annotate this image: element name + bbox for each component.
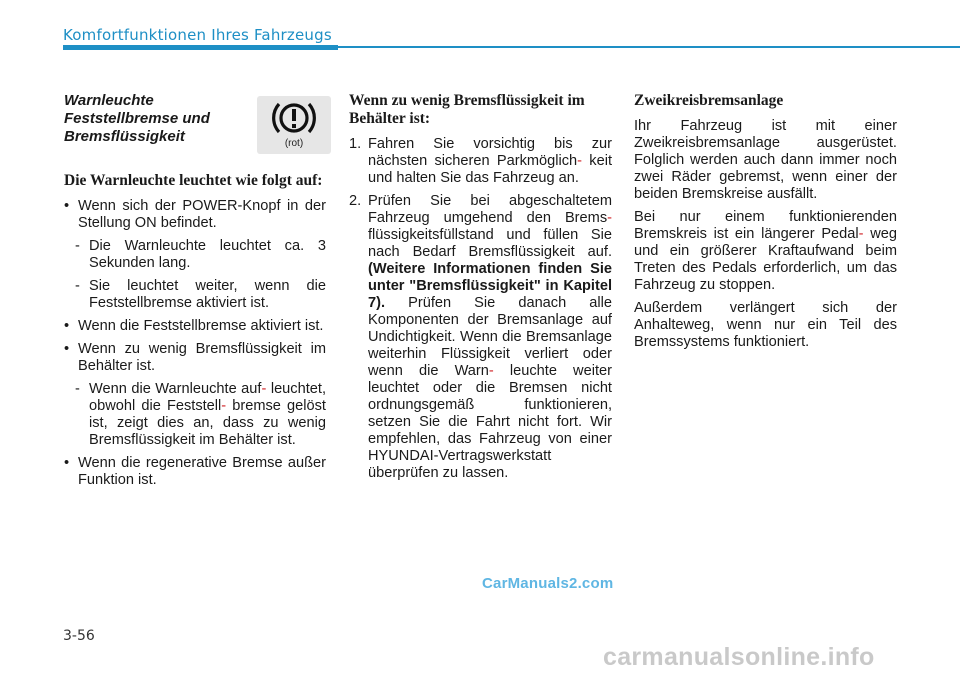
chapter-title: Komfortfunktionen Ihres Fahrzeugs [63, 26, 332, 44]
item-text: Prüfen Sie bei abgeschaltetem Fahrzeug umgehend den Brems [368, 193, 612, 226]
list-item-text: Wenn die regenerative Bremse außer Funktion ist. [78, 455, 326, 488]
dash: - [75, 381, 80, 397]
watermark-link[interactable]: CarManuals2.com [482, 575, 614, 592]
cross-reference: (Weitere Informationen finden Sie unter "Bremsflüssigkeit" in Kapitel 7). [368, 261, 612, 311]
list-item-text: Wenn zu wenig Bremsflüssigkeit im Behälter ist. [78, 341, 326, 374]
paragraph-text: weg und ein größerer Kraftaufwand beim Treten des Pedals erforderlich, um das Fahrzeug zu stoppen. [634, 226, 897, 293]
warning-icon-box [257, 96, 331, 154]
list-item [64, 198, 326, 232]
column-middle [349, 92, 612, 488]
warning-title-line-3: Bremsflüssigkeit [64, 128, 185, 145]
paragraph-text: Bei nur einem funktionierenden Bremskreis ist ein längerer Pedal [634, 209, 897, 242]
warning-light-title [64, 92, 244, 146]
paragraph: Ihr Fahrzeug ist mit einer Zweikreisbremsanlage ausgerüstet. Folglich werden auch dann immer noch zwei Räder gebremst, wenn einer der beiden Bremskreise ausfällt. [634, 118, 897, 202]
list-item-text: Die Warnleuchte leuchtet ca. 3 Sekunden lang. [89, 238, 326, 271]
section-heading: Die Warnleuchte leuchtet wie folgt auf: [64, 172, 323, 189]
header-rule-accent [63, 45, 338, 50]
bullet: • [64, 198, 70, 214]
hyphen-mark: - [221, 398, 227, 414]
item-text: keit und halten Sie das Fahrzeug an. [368, 153, 613, 186]
item-number: 1. [349, 136, 362, 152]
hyphen-mark: - [261, 381, 267, 397]
sub-list-item [64, 238, 326, 272]
dash: - [75, 238, 80, 254]
list-item-text: Sie leuchtet weiter, wenn die Feststellbremse aktiviert ist. [89, 278, 326, 311]
warning-light-header [64, 92, 326, 172]
warning-title-line-2: Feststellbremse und [64, 110, 210, 127]
item-text: leuchte weiter leuchtet oder die Bremsen nicht ordnungsgemäß funktionieren, setzen Sie die Fahrt nicht fort. Wir empfehlen, das Fahrzeug von einer HYUNDAI-Vertragswerkstatt überprüfen zu lassen. [368, 363, 612, 481]
list-item-text: Wenn sich der POWER-Knopf in der Stellung ON befindet. [78, 198, 326, 231]
list-item-text: Wenn die Feststellbremse aktiviert ist. [78, 318, 324, 334]
warning-icon-caption: (rot) [284, 138, 304, 149]
brake-warning-icon [271, 98, 317, 138]
hyphen-mark: - [488, 363, 494, 379]
section-heading: Wenn zu wenig Bremsflüssigkeit im Behälter ist: [349, 92, 585, 127]
footer-watermark: carmanualsonline.info [603, 643, 875, 671]
page-number: 3-56 [63, 628, 95, 644]
hyphen-mark: - [858, 226, 864, 242]
paragraph [634, 209, 897, 294]
list-item-text: Wenn die Warnleuchte auf [89, 381, 262, 397]
section-heading: Zweikreisbremsanlage [634, 92, 784, 109]
column-right [634, 92, 897, 357]
bullet: • [64, 318, 70, 334]
hyphen-mark: - [577, 153, 583, 169]
item-text: flüssigkeitsfüllstand und füllen Sie nach Bedarf Bremsflüssigkeit auf. [368, 227, 612, 260]
list-item [64, 341, 326, 375]
sub-list-item [64, 381, 326, 449]
bullet: • [64, 455, 70, 471]
list-item [64, 455, 326, 489]
column-left [64, 92, 326, 495]
item-text: Prüfen Sie danach alle Komponenten der Bremsanlage auf Undichtigkeit. Wenn die Bremsanlage weiterhin Flüssigkeit verliert oder wenn die Warn [368, 295, 612, 379]
list-item-text: bremse gelöst ist, zeigt dies an, dass zu wenig Bremsflüssigkeit im Behälter ist. [89, 398, 326, 448]
numbered-item [349, 193, 612, 482]
dash: - [75, 278, 80, 294]
hyphen-mark: - [607, 210, 612, 226]
list-item [64, 318, 326, 335]
numbered-item [349, 136, 612, 187]
paragraph: Außerdem verlängert sich der Anhalteweg, wenn nur ein Teil des Bremssystems funktioniert. [634, 300, 897, 350]
warning-title-line-1: Warnleuchte [64, 92, 154, 109]
sub-list-item [64, 278, 326, 312]
list-item-text: leuchtet, obwohl die Feststell [89, 381, 326, 414]
bullet: • [64, 341, 70, 357]
item-number: 2. [349, 193, 362, 209]
item-text: Fahren Sie vorsichtig bis zur nächsten sicheren Parkmöglich [368, 136, 612, 169]
